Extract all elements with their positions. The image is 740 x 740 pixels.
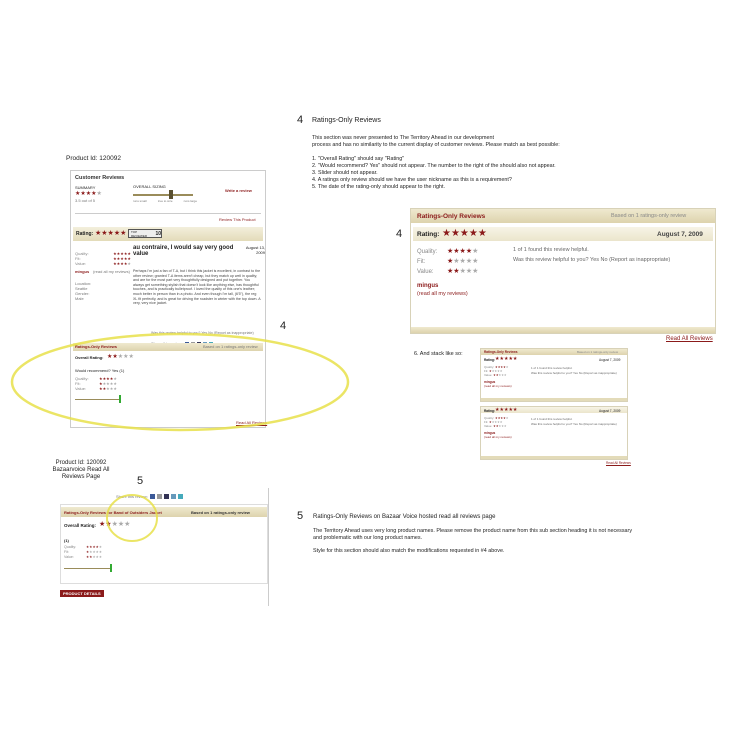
annotation-number-4: 4	[280, 320, 287, 332]
overall-rating-stars: ★★★★★	[107, 354, 134, 360]
ratings-only-title: Ratings-Only Reviews	[75, 344, 118, 349]
stack1-helpful-question[interactable]: Was this review helpful to you? Yes No (Report as inappropriate)	[531, 371, 617, 375]
bv-overall-rating-stars: ★★★★★	[99, 521, 131, 528]
stack1-date: August 7, 2009	[599, 358, 621, 362]
helpful-question: Was this review helpful to you? Yes No (Report as inappropriate)	[151, 331, 254, 335]
note4-title: Ratings-Only Reviews	[312, 117, 381, 124]
review-rating-stars: ★★★★★	[95, 230, 127, 237]
summary-stars: ★★★★★	[75, 191, 102, 197]
read-all-reviews-link[interactable]: Read All Reviews	[236, 420, 268, 425]
bv-ratings-only-count: Based on 1 ratings-only review	[191, 510, 250, 515]
stack2-date: August 7, 2009	[599, 409, 621, 413]
sizing-marker	[169, 190, 173, 199]
highlight-ellipse	[8, 330, 352, 434]
mockup-nickname[interactable]: mingus	[417, 283, 439, 289]
recommend-text: Would recommend? Yes (1)	[75, 368, 125, 373]
stack2-helpful-question[interactable]: Was this review helpful to you? Yes No (Report as inappropriate)	[531, 422, 617, 426]
review-date: August 13, 2009	[245, 245, 265, 255]
stack2-nickname[interactable]: mingus	[484, 431, 496, 435]
stack1-nickname[interactable]: mingus	[484, 380, 496, 384]
mockup-date: August 7, 2009	[657, 231, 703, 238]
bv-ratings-only-panel	[60, 504, 268, 584]
reviewer-link[interactable]: (read all my reviews)	[93, 269, 130, 274]
summary-rating-text: 3.5 out of 5	[75, 198, 96, 203]
overall-sizing-label: OVERALL SIZING	[133, 184, 166, 189]
mockup-nickname-link[interactable]: (read all my reviews)	[417, 291, 468, 297]
stack2-rating-label: Rating:	[484, 409, 495, 413]
ratings-only-mockup	[410, 208, 716, 334]
mockup-helpful-count: 1 of 1 found this review helpful.	[513, 247, 589, 253]
ratings-only-count: Based on 1 ratings-only review	[203, 344, 258, 349]
bv-share-row: Share this review:	[116, 494, 183, 499]
stack1-stars: ★★★★★	[495, 356, 518, 362]
bv-highlight-circle	[104, 492, 160, 544]
bv-heading: Product Id: 120092 Bazaarvoice Read All Reviews Page	[52, 460, 110, 480]
bv-twitter-icon[interactable]	[178, 494, 183, 499]
stack-card-2	[480, 406, 628, 460]
write-review-link[interactable]: Write a review	[225, 188, 252, 193]
stack2-nickname-link[interactable]: (read all my reviews)	[484, 435, 512, 439]
product-id-label: Product Id: 120092	[66, 155, 121, 162]
note5-title: Ratings-Only Reviews on Bazaar Voice hosted read all reviews page	[313, 514, 496, 520]
bv-delicious-icon[interactable]	[164, 494, 169, 499]
mockup-read-all-reviews[interactable]: Read All Reviews	[666, 336, 713, 342]
bv-slider-handle	[110, 564, 112, 572]
mockup-title: Ratings-Only Reviews	[417, 213, 486, 220]
note5-number: 5	[297, 510, 304, 522]
bv-overall-rating-label: Overall Rating:	[64, 523, 97, 528]
stack2-sub-ratings: Quality: ★★★★★ Fit: ★★★★★ Value: ★★★★★	[484, 416, 509, 428]
sizing-scale-labels: runs small true to size runs large	[133, 199, 197, 203]
mockup-count: Based on 1 ratings-only review	[611, 213, 687, 219]
stack1-helpful-count: 1 of 1 found this review helpful.	[531, 366, 573, 370]
stack2-stars: ★★★★★	[495, 407, 518, 413]
stack1-title: Ratings-Only Reviews	[484, 350, 518, 354]
note4-number: 4	[297, 114, 304, 126]
rating-label: Rating:	[76, 231, 94, 237]
stack1-count: Based on 1 ratings-only review	[577, 350, 619, 354]
bv-ratings-only-title: Ratings-Only Reviews for Band of Outsiders Jacket	[64, 510, 162, 515]
product-details-button[interactable]: PRODUCT DETAILS	[60, 590, 104, 597]
note4-body: This section was never presented to The Territory Ahead in our development process and has no similarity to the current display of customer reviews. Please match as best possible: 1. "Overall Rating" should say "Rating" 2. "Would recommend? Yes" should not appear. The number to the right of the should also not appear. 3. Slider should not appear. 4. A ratings only review should we have the user nickname as this is a requirement? 5. The date of the rating-only should appear to the right.	[312, 135, 560, 190]
customer-reviews-title: Customer Reviews	[75, 175, 125, 181]
overall-rating-label: Overall Rating:	[75, 355, 104, 360]
sub-ratings: Quality: ★★★★★ Fit: ★★★★★ Value: ★★★★★	[75, 251, 131, 266]
bv-annotation-5: 5	[137, 475, 144, 487]
bv-slider-track	[64, 568, 112, 569]
mockup-helpful-question[interactable]: Was this review helpful to you? Yes No (Report as inappropriate)	[513, 257, 671, 263]
top-reviewer-badge: TOP REVIEWER 10	[128, 229, 162, 238]
mockup-footer-band	[411, 327, 715, 333]
mockup-sub-ratings: Quality: ★★★★★ Fit: ★★★★★ Value: ★★★★★	[417, 248, 479, 275]
stack2-helpful-count: 1 of 1 found this review helpful.	[531, 417, 573, 421]
stack1-rating-label: Rating:	[484, 358, 495, 362]
vertical-divider	[268, 488, 269, 606]
review-this-product-link[interactable]: Review This Product	[219, 217, 256, 222]
reviewer-name[interactable]: mingus	[75, 269, 90, 274]
review-title: au contraire, I would say very good value	[133, 245, 234, 257]
reviewer-meta: Location: Seattle Gender: Male	[75, 281, 92, 301]
stack-card-1	[480, 348, 628, 402]
summary-label: SUMMARY	[75, 185, 96, 190]
bv-digg-icon[interactable]	[171, 494, 176, 499]
note5-body: The Territory Ahead uses very long product names. Please remove the product name from this sub section heading it is not necessary and problematic with our long product names. Style for this section should also match the modifications requested in #4 above.	[313, 528, 633, 554]
stack1-sub-ratings: Quality: ★★★★★ Fit: ★★★★★ Value: ★★★★★	[484, 365, 509, 377]
stack1-nickname-link[interactable]: (read all my reviews)	[484, 384, 512, 388]
stack-label: 6. And stack like so:	[414, 351, 463, 357]
bv-sub-ratings: Quality: ★★★★★ Fit: ★★★★★ Value: ★★★★★	[64, 545, 103, 559]
review-body: Perhaps I'm just a fan of T-A, but I think this jacket is excellent, in contrast to the other review; granted T-A items aren't cheap, but they match up well in quality; and are for the most part very thoughtfully designed and put together. You always get something stylish that doesn't look like anything else, has thoughtful touches, and is practically bulletproof. I loved the quality of this one's leather; much better in person than in a photo. And even though I'm tall, (6'5"), the reg XL fit perfectly, and is great for driving the roadster in winter with the top down. A very, very nice jacket.	[133, 269, 261, 306]
mockup-rating-stars: ★★★★★	[442, 228, 487, 239]
sizing-scale-bar	[133, 194, 193, 196]
divider	[75, 213, 261, 214]
bv-count-label: (1)	[64, 538, 69, 543]
stack-read-all-reviews[interactable]: Read All Reviews	[606, 461, 631, 465]
ro-sub-ratings: Quality: ★★★★★ Fit: ★★★★★ Value: ★★★★★	[75, 376, 117, 391]
mockup-rating-label: Rating:	[417, 231, 440, 238]
mockup-annotation-4: 4	[396, 228, 403, 240]
